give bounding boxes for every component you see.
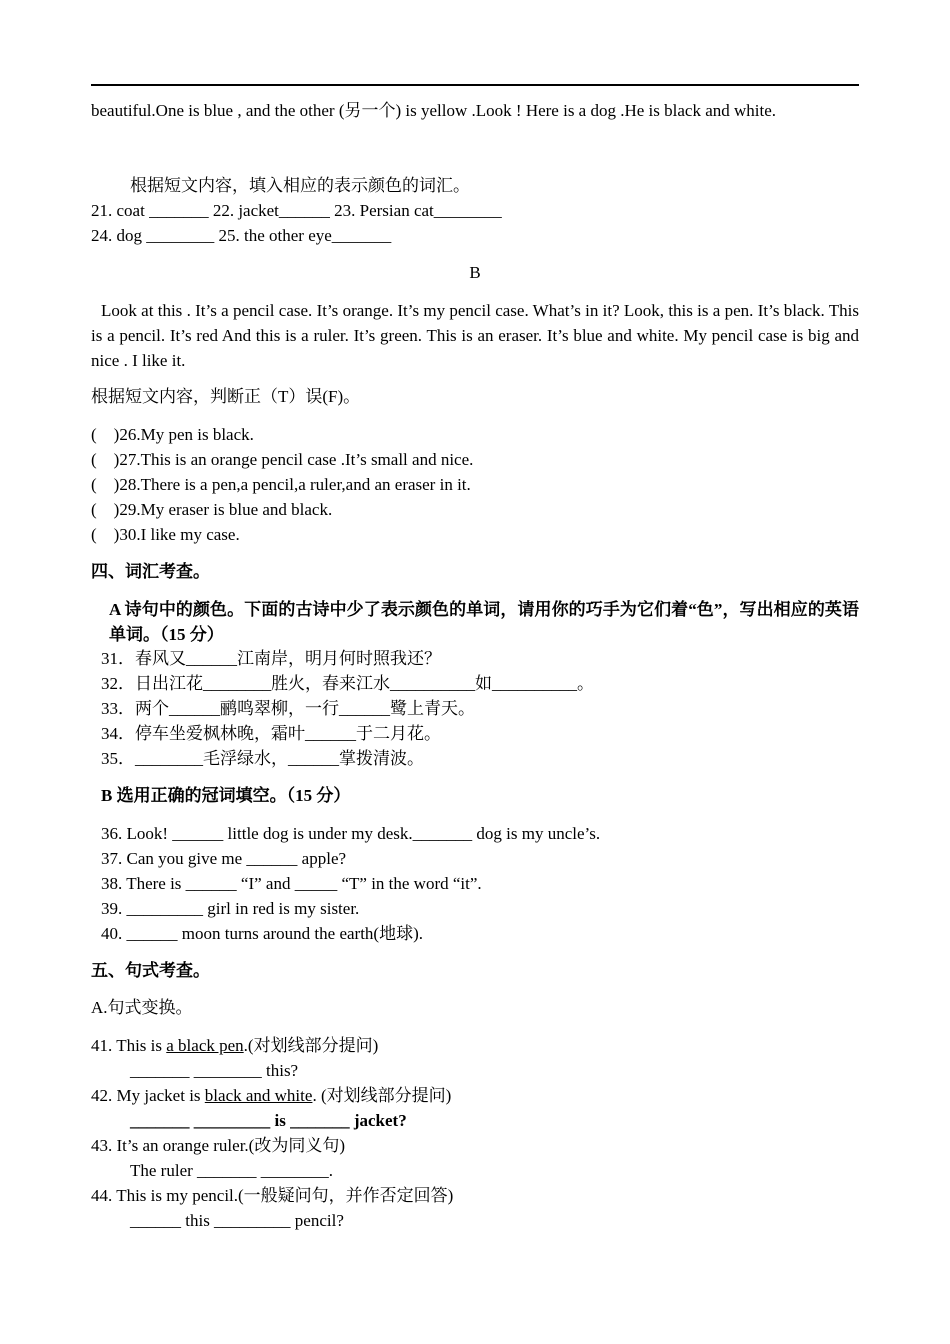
question-41 xyxy=(91,1036,378,1056)
article-question: 36. Look! ______ little dog is under my desk._______ dog is my uncle’s. xyxy=(101,824,601,843)
article-question: 37. Can you give me ______ apple? xyxy=(101,849,347,868)
question-41-underlined: a black pen xyxy=(166,1036,244,1055)
instruction-b: 根据短文内容，判断正（T）误(F)。 xyxy=(91,387,361,406)
section-5a-title: A.句式变换。 xyxy=(91,998,193,1017)
question-44-answer: ______ this _________ pencil? xyxy=(130,1211,344,1230)
tf-question: ( )29.My eraser is blue and black. xyxy=(91,500,333,519)
question-41-pre: 41. This is xyxy=(91,1036,167,1055)
tf-question: ( )26.My pen is black. xyxy=(91,425,254,444)
section-4-title: 四、词汇考查。 xyxy=(91,562,210,581)
article-question: 39. _________ girl in red is my sister. xyxy=(101,899,360,918)
question-42-pre: 42. My jacket is xyxy=(91,1086,205,1105)
article-question: 40. ______ moon turns around the earth(地球). xyxy=(101,924,423,943)
question-42-underlined: black and white xyxy=(204,1086,313,1105)
question-41-post: .(对划线部分提问) xyxy=(243,1036,379,1055)
question-43: 43. It’s an orange ruler.(改为同义句) xyxy=(91,1136,345,1155)
section-5-title: 五、句式考查。 xyxy=(91,961,210,980)
passage-b: Look at this . It’s a pencil case. It’s orange. It’s my pencil case. What’s in it? Look, this is a pen. It’s black. This is a pencil. It’s red And this is a ruler. It’s green. This is an eraser. It’s blue and white. My pencil case is big and nice . I like it. xyxy=(91,301,859,370)
question-21-23: 21. coat _______ 22. jacket______ 23. Persian cat________ xyxy=(91,201,502,220)
poem-question: 32．日出江花________胜火，春来江水__________如__________。 xyxy=(101,674,594,693)
section-4b-title: B 选用正确的冠词填空。（15 分） xyxy=(101,786,351,805)
poem-question: 31．春风又______江南岸，明月何时照我还？ xyxy=(101,649,441,668)
poem-question: 33．两个______鹂鸣翠柳，一行______鹭上青天。 xyxy=(101,699,475,718)
question-42-post: . (对划线部分提问) xyxy=(312,1086,452,1105)
tf-question: ( )30.I like my case. xyxy=(91,525,240,544)
poem-question: 35．________毛浮绿水，______掌拨清波。 xyxy=(101,749,424,768)
question-43-answer: The ruler _______ ________. xyxy=(130,1161,334,1180)
instruction-a: 根据短文内容，填入相应的表示颜色的词汇。 xyxy=(130,176,470,195)
section-b-label: B xyxy=(469,263,481,282)
question-44: 44. This is my pencil.(一般疑问句，并作否定回答) xyxy=(91,1186,454,1205)
passage-a-end: beautiful.One is blue , and the other (另一个) is yellow .Look ! Here is a dog .He is black and white. xyxy=(91,101,777,120)
article-question: 38. There is ______ “I” and _____ “T” in the word “it”. xyxy=(101,874,482,893)
question-42-answer: _______ _________ is _______ jacket? xyxy=(130,1111,407,1130)
question-24-25: 24. dog ________ 25. the other eye_______ xyxy=(91,226,392,245)
poem-question: 34．停车坐爱枫林晚，霜叶______于二月花。 xyxy=(101,724,441,743)
question-42 xyxy=(91,1086,451,1106)
question-41-answer: _______ ________ this? xyxy=(130,1061,299,1080)
top-rule xyxy=(91,84,859,86)
tf-question: ( )28.There is a pen,a pencil,a ruler,and an eraser in it. xyxy=(91,475,471,494)
tf-question: ( )27.This is an orange pencil case .It’s small and nice. xyxy=(91,450,474,469)
section-4a-title: A 诗句中的颜色。下面的古诗中少了表示颜色的单词，请用你的巧手为它们着“色”，写出相应的英语单词。（15 分） xyxy=(109,600,859,644)
